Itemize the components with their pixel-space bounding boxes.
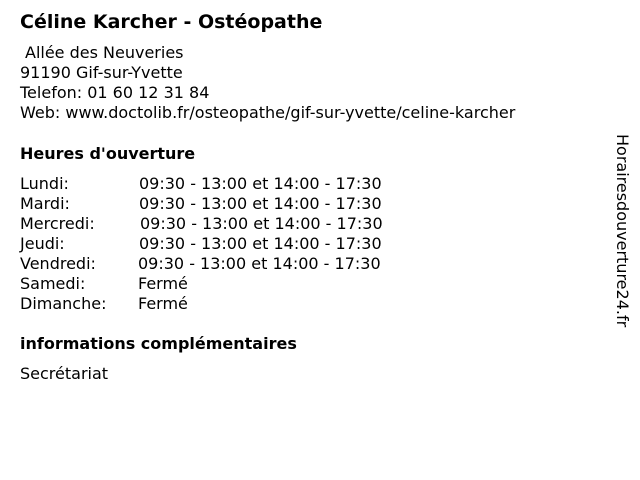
watermark: [612, 134, 632, 370]
time-value: 09:30 - 13:00 et 14:00 - 17:30: [139, 194, 382, 213]
additional-info-text: Secrétariat: [20, 364, 109, 383]
phone-number: Telefon: 01 60 12 31 84: [20, 83, 210, 102]
additional-info-heading: informations complémentaires: [20, 334, 297, 353]
time-value: 09:30 - 13:00 et 14:00 - 17:30: [138, 254, 381, 273]
street-address: Allée des Neuveries: [25, 43, 184, 62]
day-label: Mardi:: [20, 194, 70, 213]
time-value: Fermé: [138, 294, 188, 313]
address-block: [20, 43, 515, 123]
day-label: Lundi:: [20, 174, 69, 193]
time-value: 09:30 - 13:00 et 14:00 - 17:30: [140, 214, 383, 233]
day-label: Vendredi:: [20, 254, 96, 273]
postal-city: 91190 Gif-sur-Yvette: [20, 63, 183, 82]
day-label: Jeudi:: [20, 234, 65, 253]
day-label: Mercredi:: [20, 214, 95, 233]
website-link: Web: www.doctolib.fr/osteopathe/gif-sur-yvette/celine-karcher: [20, 103, 516, 122]
day-label: Dimanche:: [20, 294, 107, 313]
time-value: 09:30 - 13:00 et 14:00 - 17:30: [139, 174, 382, 193]
time-value: 09:30 - 13:00 et 14:00 - 17:30: [139, 234, 382, 253]
watermark-text: Horairesdouverture24.fr: [613, 134, 632, 328]
opening-hours-heading: Heures d'ouverture: [20, 144, 196, 163]
time-value: Fermé: [138, 274, 188, 293]
page-title: Céline Karcher - Ostéopathe: [20, 11, 323, 33]
day-label: Samedi:: [20, 274, 86, 293]
